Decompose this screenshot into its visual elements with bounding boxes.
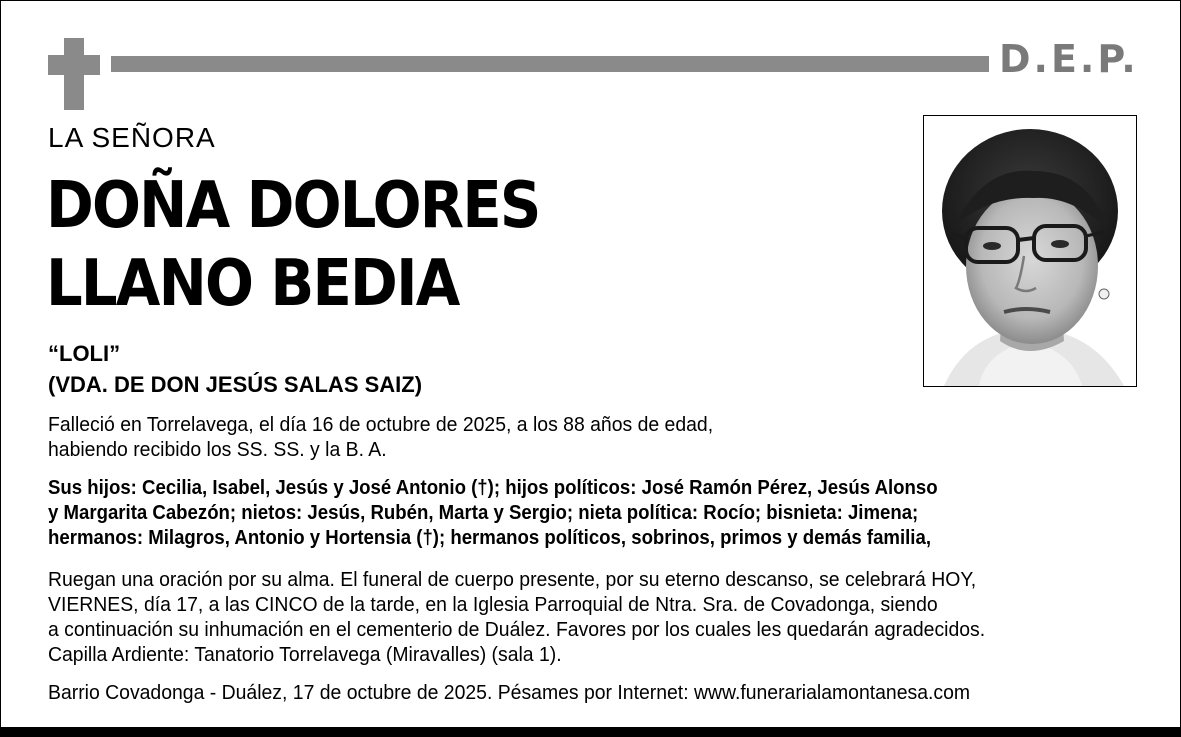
deceased-name-line2: LLANO BEDIA	[46, 247, 459, 321]
cross-horizontal-bar	[48, 55, 100, 75]
widow-of: (VDA. DE DON JESÚS SALAS SAIZ)	[48, 372, 423, 397]
death-notice-line: habiendo recibido los SS. SS. y la B. A.	[48, 439, 387, 461]
death-notice	[48, 413, 713, 463]
family-line: y Margarita Cabezón; nietos: Jesús, Rubén, Marta y Sergio; nieta política: Rocío; bisnieta: Jimena;	[48, 502, 919, 524]
portrait-illustration	[924, 116, 1136, 386]
family-line: Sus hijos: Cecilia, Isabel, Jesús y José Antonio (†); hijos políticos: José Ramón Pérez, Jesús Alonso	[48, 477, 938, 499]
funeral-line: Ruegan una oración por su alma. El funeral de cuerpo presente, por su eterno descanso, se celebrará HOY,	[48, 569, 977, 591]
portrait-photo	[923, 115, 1137, 387]
header-rule	[111, 56, 989, 72]
family-line: hermanos: Milagros, Antonio y Hortensia (†); hermanos políticos, sobrinos, primos y demás familia,	[48, 527, 931, 549]
funeral-line: VIERNES, día 17, a las CINCO de la tarde, en la Iglesia Parroquial de Ntra. Sra. de Covadonga, siendo	[48, 594, 938, 616]
family-list	[48, 476, 938, 551]
funeral-line: a continuación su inhumación en el cementerio de Duález. Favores por los cuales les quedarán agradecidos.	[48, 619, 986, 641]
footer-text: Barrio Covadonga - Duález, 17 de octubre de 2025. Pésames por Internet: www.funerarialamontanesa.com	[48, 682, 971, 704]
nickname: “LOLI”	[48, 341, 121, 366]
intro-label: LA SEÑORA	[48, 122, 216, 153]
dep-heading: D.E.P.	[999, 37, 1139, 81]
funeral-line: Capilla Ardiente: Tanatorio Torrelavega (Miravalles) (sala 1).	[48, 644, 562, 666]
funeral-details	[48, 568, 985, 668]
deceased-name-line1: DOÑA DOLORES	[46, 169, 540, 243]
death-notice-line: Falleció en Torrelavega, el día 16 de octubre de 2025, a los 88 años de edad,	[48, 414, 714, 436]
bottom-rule	[1, 727, 1181, 736]
